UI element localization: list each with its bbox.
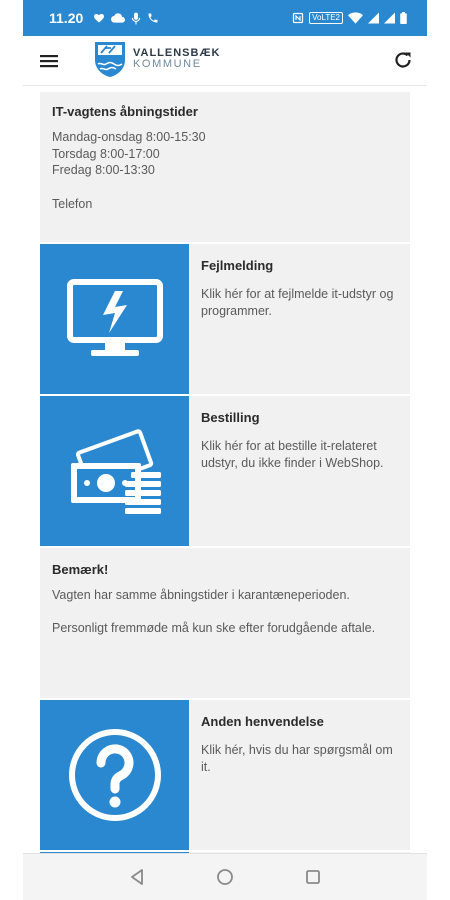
system-nav-bar — [23, 853, 427, 900]
hours-line: Torsdag 8:00-17:00 — [52, 146, 160, 161]
cloud-icon — [111, 12, 125, 24]
notice-paragraph: Personligt fremmøde må kun ske efter forudgående aftale. — [52, 620, 376, 635]
coat-of-arms-icon — [93, 40, 127, 78]
tile-bestilling[interactable] — [40, 396, 410, 546]
hours-line: Mandag-onsdag 8:00-15:30 — [52, 130, 206, 144]
tile-icon-box — [40, 700, 189, 850]
tile-title: Fejlmelding — [201, 258, 274, 273]
opening-hours-title: IT-vagtens åbningstider — [52, 104, 198, 119]
phone-label: Telefon — [52, 196, 93, 211]
home-icon — [216, 868, 234, 886]
question-icon — [67, 727, 163, 823]
logo-line-2: KOMMUNE — [133, 58, 202, 70]
status-time: 11.20 — [49, 10, 84, 26]
tile-title: Bestilling — [201, 410, 260, 425]
wifi-icon — [348, 12, 363, 24]
home-button[interactable] — [213, 865, 237, 889]
tile-description: Klik hér for at fejlmelde it-udstyr og programmer. — [201, 287, 394, 318]
signal-icon — [368, 12, 379, 24]
recents-icon — [304, 868, 322, 886]
recents-button[interactable] — [301, 865, 325, 889]
heart-icon — [93, 12, 105, 24]
money-icon — [63, 423, 167, 519]
menu-button[interactable] — [37, 49, 61, 73]
tile-title: Anden henvendelse — [201, 714, 324, 729]
hours-line: Fredag 8:00-13:30 — [52, 163, 155, 177]
back-icon — [128, 868, 146, 886]
notice-card — [40, 548, 410, 698]
tile-fejlmelding[interactable] — [40, 244, 410, 394]
tile-description: Klik hér, hvis du har spørgsmål om it. — [201, 743, 393, 774]
menu-icon — [37, 49, 61, 73]
notice-paragraph: Vagten har samme åbningstider i karantæneperioden. — [52, 588, 350, 602]
tile-description: Klik hér for at bestille it-relateret udstyr, du ikke finder i WebShop. — [201, 439, 384, 470]
tile-anden-henvendelse[interactable] — [40, 700, 410, 850]
notice-title: Bemærk! — [52, 562, 109, 577]
content-list — [40, 92, 410, 860]
battery-icon — [400, 12, 407, 24]
opening-hours-card — [40, 92, 410, 242]
back-button[interactable] — [125, 865, 149, 889]
refresh-icon — [391, 48, 415, 72]
volte-badge: VoLTE2 — [309, 12, 343, 24]
status-bar — [23, 0, 427, 36]
vallensbaek-logo — [93, 40, 220, 78]
phone-icon — [147, 12, 159, 24]
signal-icon — [384, 12, 395, 24]
broken-monitor-icon — [65, 277, 165, 361]
mic-icon — [131, 12, 141, 25]
tile-icon-box — [40, 244, 189, 394]
refresh-button[interactable] — [391, 48, 415, 72]
logo-line-1: VALLENSBÆK — [133, 47, 221, 59]
tile-icon-box — [40, 396, 189, 546]
app-header — [23, 36, 427, 86]
nfc-icon — [292, 12, 304, 24]
